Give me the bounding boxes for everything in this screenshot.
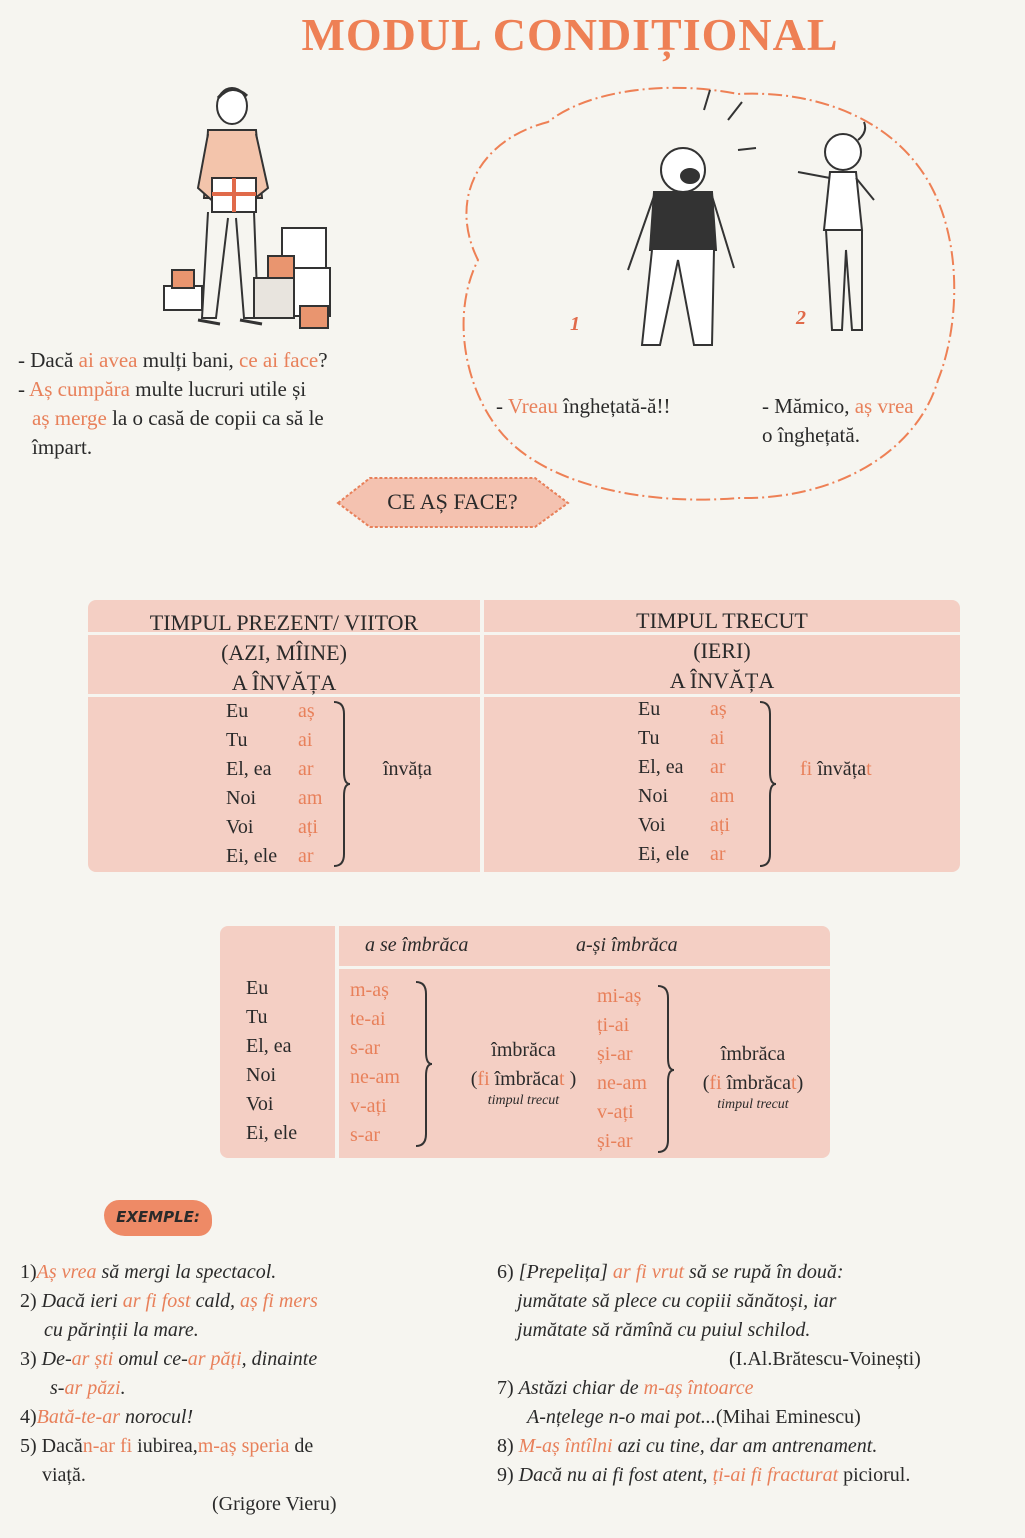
brace-icon [414,980,434,1148]
right-head: TIMPUL TRECUT (IERI) A ÎNVĂȚA [636,608,808,693]
example-3-line2: s-ar păzi. [50,1377,126,1399]
example-2: 2) Dacă ieri ar fi fost cald, aș fi mers [20,1290,318,1312]
verb-left: învăța [383,758,432,780]
dialog-line: - Dacă ai avea mulți bani, ce ai face? [18,348,328,372]
conjugation-table-imbraca [220,926,830,1158]
head-a-se-imbraca: a se îmbrăca [365,934,469,956]
row-divider [339,966,830,969]
exemple-label: EXEMPLE: [116,1208,200,1226]
page-title: MODUL CONDIȚIONAL [301,9,839,60]
conjugation-table-invata [88,600,960,872]
brace-icon [332,700,352,868]
example-1: 1)Aș vrea să mergi la spectacol. [20,1261,277,1283]
aux-left: aș ai ar am ați ar [298,700,323,867]
dialog-line: aș merge la o casă de copii ca să le [32,406,324,430]
example-8: 8) M-aș întîlni azi cu tine, dar am antrenament. [497,1435,878,1457]
example-9: 9) Dacă nu ai fi fost atent, ți-ai fi fracturat piciorul. [497,1464,911,1486]
example-3: 3) De-ar ști omul ce-ar păți, dinainte [20,1348,318,1370]
example-6: 6) [Prepelița] ar fi vrut să se rupă în două: [497,1261,844,1283]
example-5: 5) Dacăn-ar fi iubirea,m-aș speria de [20,1435,314,1457]
example-5-author: (Grigore Vieru) [212,1493,337,1515]
brace-icon [758,700,778,868]
column-divider [335,926,339,1158]
persons: Eu Tu El, ea Noi Voi Ei, ele [246,977,298,1144]
example-2-line2: cu părinții la mare. [44,1319,199,1341]
bubble-number-1: 1 [570,313,580,335]
examples-left [20,1258,490,1519]
boy-with-gifts-illustration [150,78,340,336]
bubble-text-left: - Vreau înghețată-ă!! [496,394,671,418]
verb-block-1: îmbrăca (fi îmbrăcat ) timpul trecut [470,1039,577,1108]
aux-right: aș ai ar am ați ar [710,698,735,865]
head-a-si-imbraca: a-și îmbrăca [576,934,678,956]
brace-icon [656,984,676,1154]
persons-right: Eu Tu El, ea Noi Voi Ei, ele [638,698,690,865]
example-7: 7) Astăzi chiar de m-aș întoarce [497,1377,754,1399]
example-6-line3: jumătate să rămînă cu puiul schilod. [517,1319,811,1341]
example-4: 4)Bată-te-ar norocul! [20,1406,194,1428]
example-7-line2: A-nțelege n-o mai pot...(Mihai Eminescu) [527,1406,861,1428]
verb-right: fi învățat [800,758,872,780]
examples-right [497,1258,1017,1490]
left-head: TIMPUL PREZENT/ VIITOR (AZI, MÎINE) A ÎNVĂȚA [149,610,419,695]
badge-label: CE AȘ FACE? [387,489,518,514]
reflexive-pronouns-2: mi-aș ți-ai și-ar ne-am v-ați și-ar [597,985,647,1152]
dialog-line: - Aș cumpăra multe lucruri utile și [18,377,307,401]
bubble-text-right: - Mămico, aș vrea o înghețată. [762,394,914,447]
reflexive-pronouns-1: m-aș te-ai s-ar ne-am v-ați s-ar [350,979,400,1146]
verb-block-2: îmbrăca (fi îmbrăcat) timpul trecut [702,1043,804,1112]
example-6-line2: jumătate să plece cu copiii sănătoși, iar [517,1290,837,1312]
example-5-line2: viață. [42,1464,86,1486]
bubble-number-2: 2 [796,307,806,329]
persons-left: Eu Tu El, ea Noi Voi Ei, ele [226,700,278,867]
example-6-author: (I.Al.Brătescu-Voinești) [729,1348,921,1370]
dialog-left [18,346,438,462]
dialog-line: împart. [32,435,93,459]
